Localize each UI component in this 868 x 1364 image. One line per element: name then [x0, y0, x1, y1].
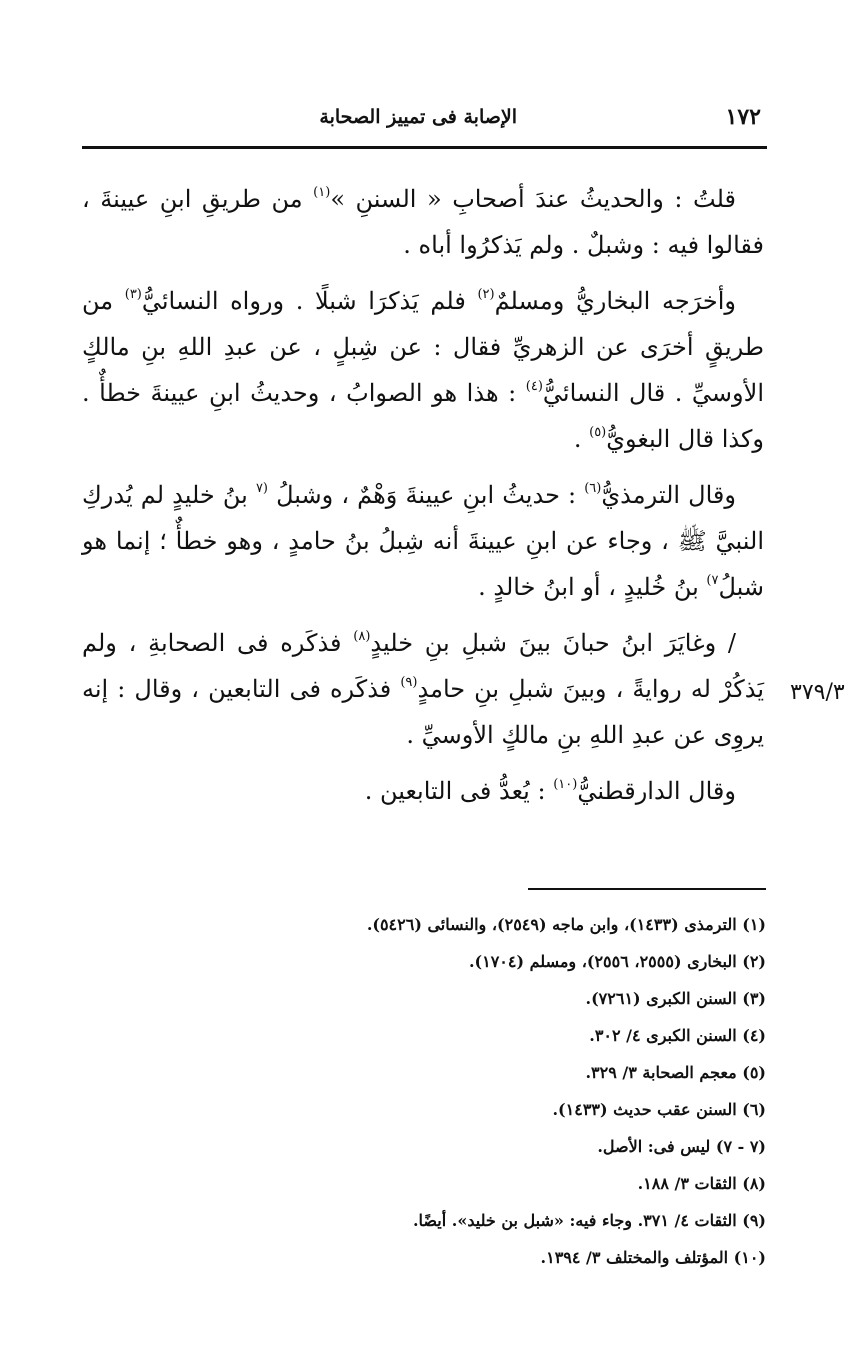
footnote-marker: (١٠) — [553, 777, 578, 792]
footnote-marker: ٧) — [706, 573, 719, 588]
footnote-marker: (١) — [313, 185, 331, 200]
header-rule — [82, 146, 767, 149]
footnote-marker: (٨) — [353, 629, 371, 644]
footnote-marker: (٢) — [477, 287, 495, 302]
text-segment: : يُعدُّ فى التابعين . — [364, 777, 554, 805]
footnote-separator — [528, 888, 766, 890]
text-segment: وقال الدارقطنيُّ — [577, 777, 736, 805]
footnote-marker: (٥) — [589, 425, 607, 440]
text-segment: بنُ خليدٍ لم يُدركِ النبيَّ ﷺ ، وجاء عن ابنِ عيينةَ أنه شِبلُ بنُ حامدٍ ، وهو خطأٌ ؛ إنما هو شبلُ — [82, 481, 764, 601]
text-segment: بنُ خُليدٍ ، أو ابنُ خالدٍ . — [478, 573, 707, 601]
footnote-item: (٥) معجم الصحابة ٣/ ٣٢٩. — [585, 1063, 766, 1082]
text-segment: / وغايَرَ ابنُ حبانَ بينَ شبلِ بنِ خليدٍ — [370, 629, 736, 657]
text-segment: قلتُ : والحديثُ عندَ أصحابِ « السننِ » — [330, 185, 736, 213]
footnote-marker: (٧ — [255, 481, 268, 496]
footnote-marker: (٩) — [400, 675, 418, 690]
main-text — [82, 176, 764, 814]
footnote-marker: (٤) — [525, 379, 543, 394]
text-segment: من طريقِ ابنِ عيينةَ ، فقالوا فيه : وشبلٌ . ولم يَذكرُوا أباه . — [82, 185, 764, 259]
footnote-item: (٦) السنن عقب حديث (١٤٣٣). — [552, 1100, 766, 1119]
footnote-item: (٣) السنن الكبرى (٧٢٦١). — [585, 989, 766, 1008]
footnotes — [200, 906, 766, 1276]
text-segment: وأخرَجه البخاريُّ ومسلمٌ — [494, 287, 736, 315]
body-paragraph — [82, 176, 764, 268]
footnote-marker: (٣) — [124, 287, 142, 302]
footnote-item: (٩) الثقات ٤/ ٣٧١. وجاء فيه: «شبل بن خليد». أيضًا. — [412, 1211, 766, 1230]
page-number: ١٧٢ — [725, 104, 761, 130]
footnote-item: (٢) البخارى (٢٥٥٥، ٢٥٥٦)، ومسلم (١٧٠٤). — [468, 952, 766, 971]
page-header — [82, 104, 765, 138]
footnote-item: (٧ - ٧) ليس فى: الأصل. — [597, 1137, 766, 1156]
footnote-marker: (٦) — [584, 481, 602, 496]
text-segment: فذكَره فى الصحابةِ ، ولم يَذكُرْ له روايةً ، وبينَ شبلِ بنِ حامدٍ — [82, 629, 764, 703]
text-segment: وقال الترمذيُّ — [601, 481, 736, 509]
text-segment: من طريقٍ أخرَى عن الزهريِّ فقال : عن شِبلٍ ، عن عبدِ اللهِ بنِ مالكٍ الأوسيِّ . قال النسائيُّ — [82, 287, 764, 407]
body-paragraph — [82, 768, 764, 814]
footnote-item: (٨) الثقات ٣/ ١٨٨. — [637, 1174, 766, 1193]
footnote-item: (١٠) المؤتلف والمختلف ٣/ ١٣٩٤. — [540, 1248, 766, 1267]
text-segment: : حديثُ ابنِ عيينةَ وَهْمٌ ، وشبلُ — [268, 481, 585, 509]
text-segment: فلم يَذكرَا شبلًا . ورواه النسائيُّ — [141, 287, 478, 315]
text-segment: . — [573, 425, 590, 453]
footnote-item: (٤) السنن الكبرى ٤/ ٣٠٢. — [589, 1026, 766, 1045]
body-paragraph — [82, 620, 764, 758]
text-segment: : هذا هو الصوابُ ، وحديثُ ابنِ عيينةَ خطأٌ . وكذا قال البغويُّ — [82, 379, 764, 453]
text-segment: فذكَره فى التابعين ، وقال : إنه يروِى عن عبدِ اللهِ بنِ مالكٍ الأوسيِّ . — [82, 675, 764, 749]
footnote-item: (١) الترمذى (١٤٣٣)، وابن ماجه (٢٥٤٩)، والنسائى (٥٤٢٦). — [366, 915, 766, 934]
margin-reference: ٣٧٩/٣ — [790, 680, 845, 705]
body-paragraph — [82, 278, 764, 462]
body-paragraph — [82, 472, 764, 610]
running-title: الإصابة فى تمييز الصحابة — [319, 106, 517, 128]
